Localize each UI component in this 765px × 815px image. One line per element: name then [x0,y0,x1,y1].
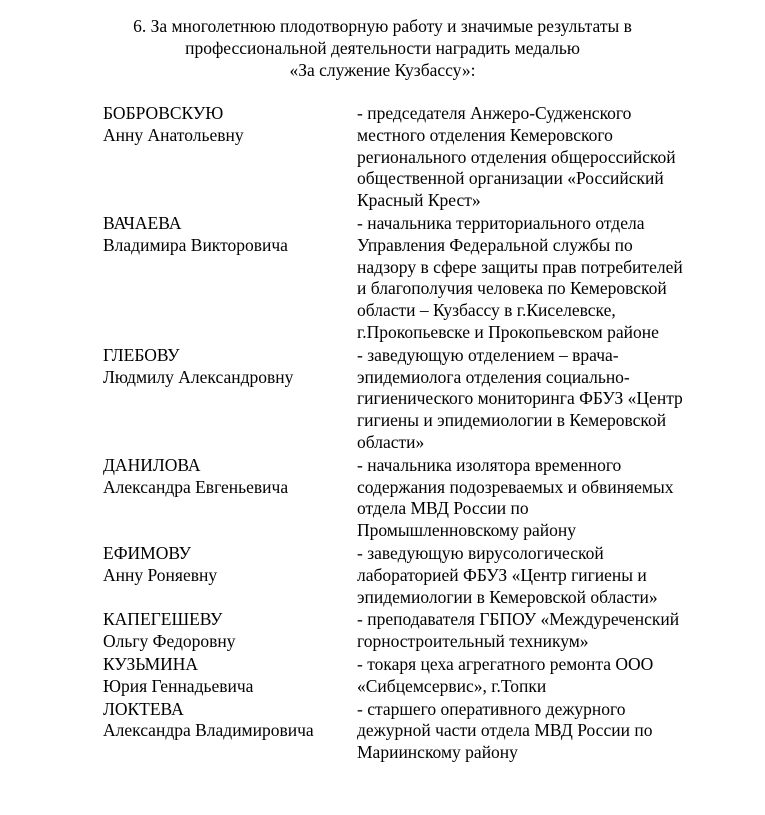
awardee-given-name: Ольгу Федоровну [103,631,236,652]
awardee-name [103,609,357,653]
awardee-name [103,699,357,764]
position-line: гигиены и эпидемиологии в Кемеровской [357,410,667,431]
position-line: эпидемиологии в Кемеровской области» [357,586,658,607]
awardee-surname: ВАЧАЕВА [103,212,182,233]
awardee-surname: КАПЕГЕШЕВУ [103,609,223,630]
awardee-entry [103,103,743,212]
awardee-name [103,213,357,344]
position-line: Мариинскому району [357,742,518,763]
award-heading [0,16,765,81]
position-line: лабораторией ФБУЗ «Центр гигиены и [357,564,647,585]
heading-line: 6. За многолетнюю плодотворную работу и значимые результаты в [133,16,632,36]
awardee-surname: ДАНИЛОВА [103,454,201,475]
position-line: дежурной части отдела МВД России по [357,720,653,741]
heading-line: профессиональной деятельности наградить медалью [185,37,580,58]
position-line: области» [357,431,425,452]
awardee-given-name: Анну Роняевну [103,564,218,585]
awardee-position [357,103,743,212]
awardee-given-name: Анну Анатольевну [103,124,244,145]
position-line: - преподавателя ГБПОУ «Междуреченский [357,609,680,630]
position-line: г.Прокопьевске и Прокопьевском районе [357,321,659,342]
awardee-surname: ЛОКТЕВА [103,698,184,719]
position-line: - заведующую вирусологической [357,542,604,563]
awardee-surname: КУЗЬМИНА [103,653,199,674]
awardee-entry [103,345,743,454]
awardee-name [103,654,357,698]
position-line: - начальника территориального отдела [357,212,645,233]
position-line: Управления Федеральной службы по [357,234,633,255]
awardee-name [103,455,357,542]
awardee-given-name: Александра Евгеньевича [103,476,289,497]
awardee-given-name: Людмилу Александровну [103,366,294,387]
position-line: эпидемиолога отделения социально- [357,366,630,387]
position-line: - начальника изолятора временного [357,454,622,475]
awardee-position [357,543,743,608]
position-line: регионального отделения общероссийской [357,146,676,167]
awardee-name [103,345,357,454]
awardee-given-name: Юрия Геннадьевича [103,675,254,696]
awardee-position [357,345,743,454]
awardee-given-name: Владимира Викторовича [103,234,288,255]
awardee-entry [103,654,743,698]
awardee-given-name: Александра Владимировича [103,720,314,741]
awardee-name [103,543,357,608]
awardee-list [103,103,743,765]
awardee-entry [103,455,743,542]
awardee-entry [103,699,743,764]
awardee-position [357,699,743,764]
position-line: и благополучия человека по Кемеровской [357,278,667,299]
awardee-surname: ГЛЕБОВУ [103,344,180,365]
position-line: горностроительный техникум» [357,631,589,652]
position-line: Красный Крест» [357,190,481,211]
position-line: общественной организации «Российский [357,168,664,189]
awardee-position [357,609,743,653]
position-line: Промышленновскому району [357,520,576,541]
position-line: - старшего оперативного дежурного [357,698,626,719]
awardee-surname: ЕФИМОВУ [103,542,191,563]
awardee-position [357,455,743,542]
awardee-entry [103,213,743,344]
position-line: гигиенического мониторинга ФБУЗ «Центр [357,388,683,409]
position-line: - токаря цеха агрегатного ремонта ООО [357,653,654,674]
awardee-surname: БОБРОВСКУЮ [103,103,224,123]
position-line: «Сибцемсервис», г.Топки [357,675,547,696]
awardee-position [357,654,743,698]
position-line: отдела МВД России по [357,498,529,519]
awardee-name [103,103,357,212]
awardee-entry [103,543,743,608]
position-line: - председателя Анжеро-Судженского [357,103,632,123]
position-line: области – Кузбассу в г.Киселевске, [357,300,616,321]
position-line: надзору в сфере защиты прав потребителей [357,256,683,277]
awardee-position [357,213,743,344]
position-line: местного отделения Кемеровского [357,124,613,145]
awardee-entry [103,609,743,653]
heading-line: «За служение Кузбассу»: [289,59,476,80]
position-line: - заведующую отделением – врача- [357,344,619,365]
position-line: содержания подозреваемых и обвиняемых [357,476,674,497]
